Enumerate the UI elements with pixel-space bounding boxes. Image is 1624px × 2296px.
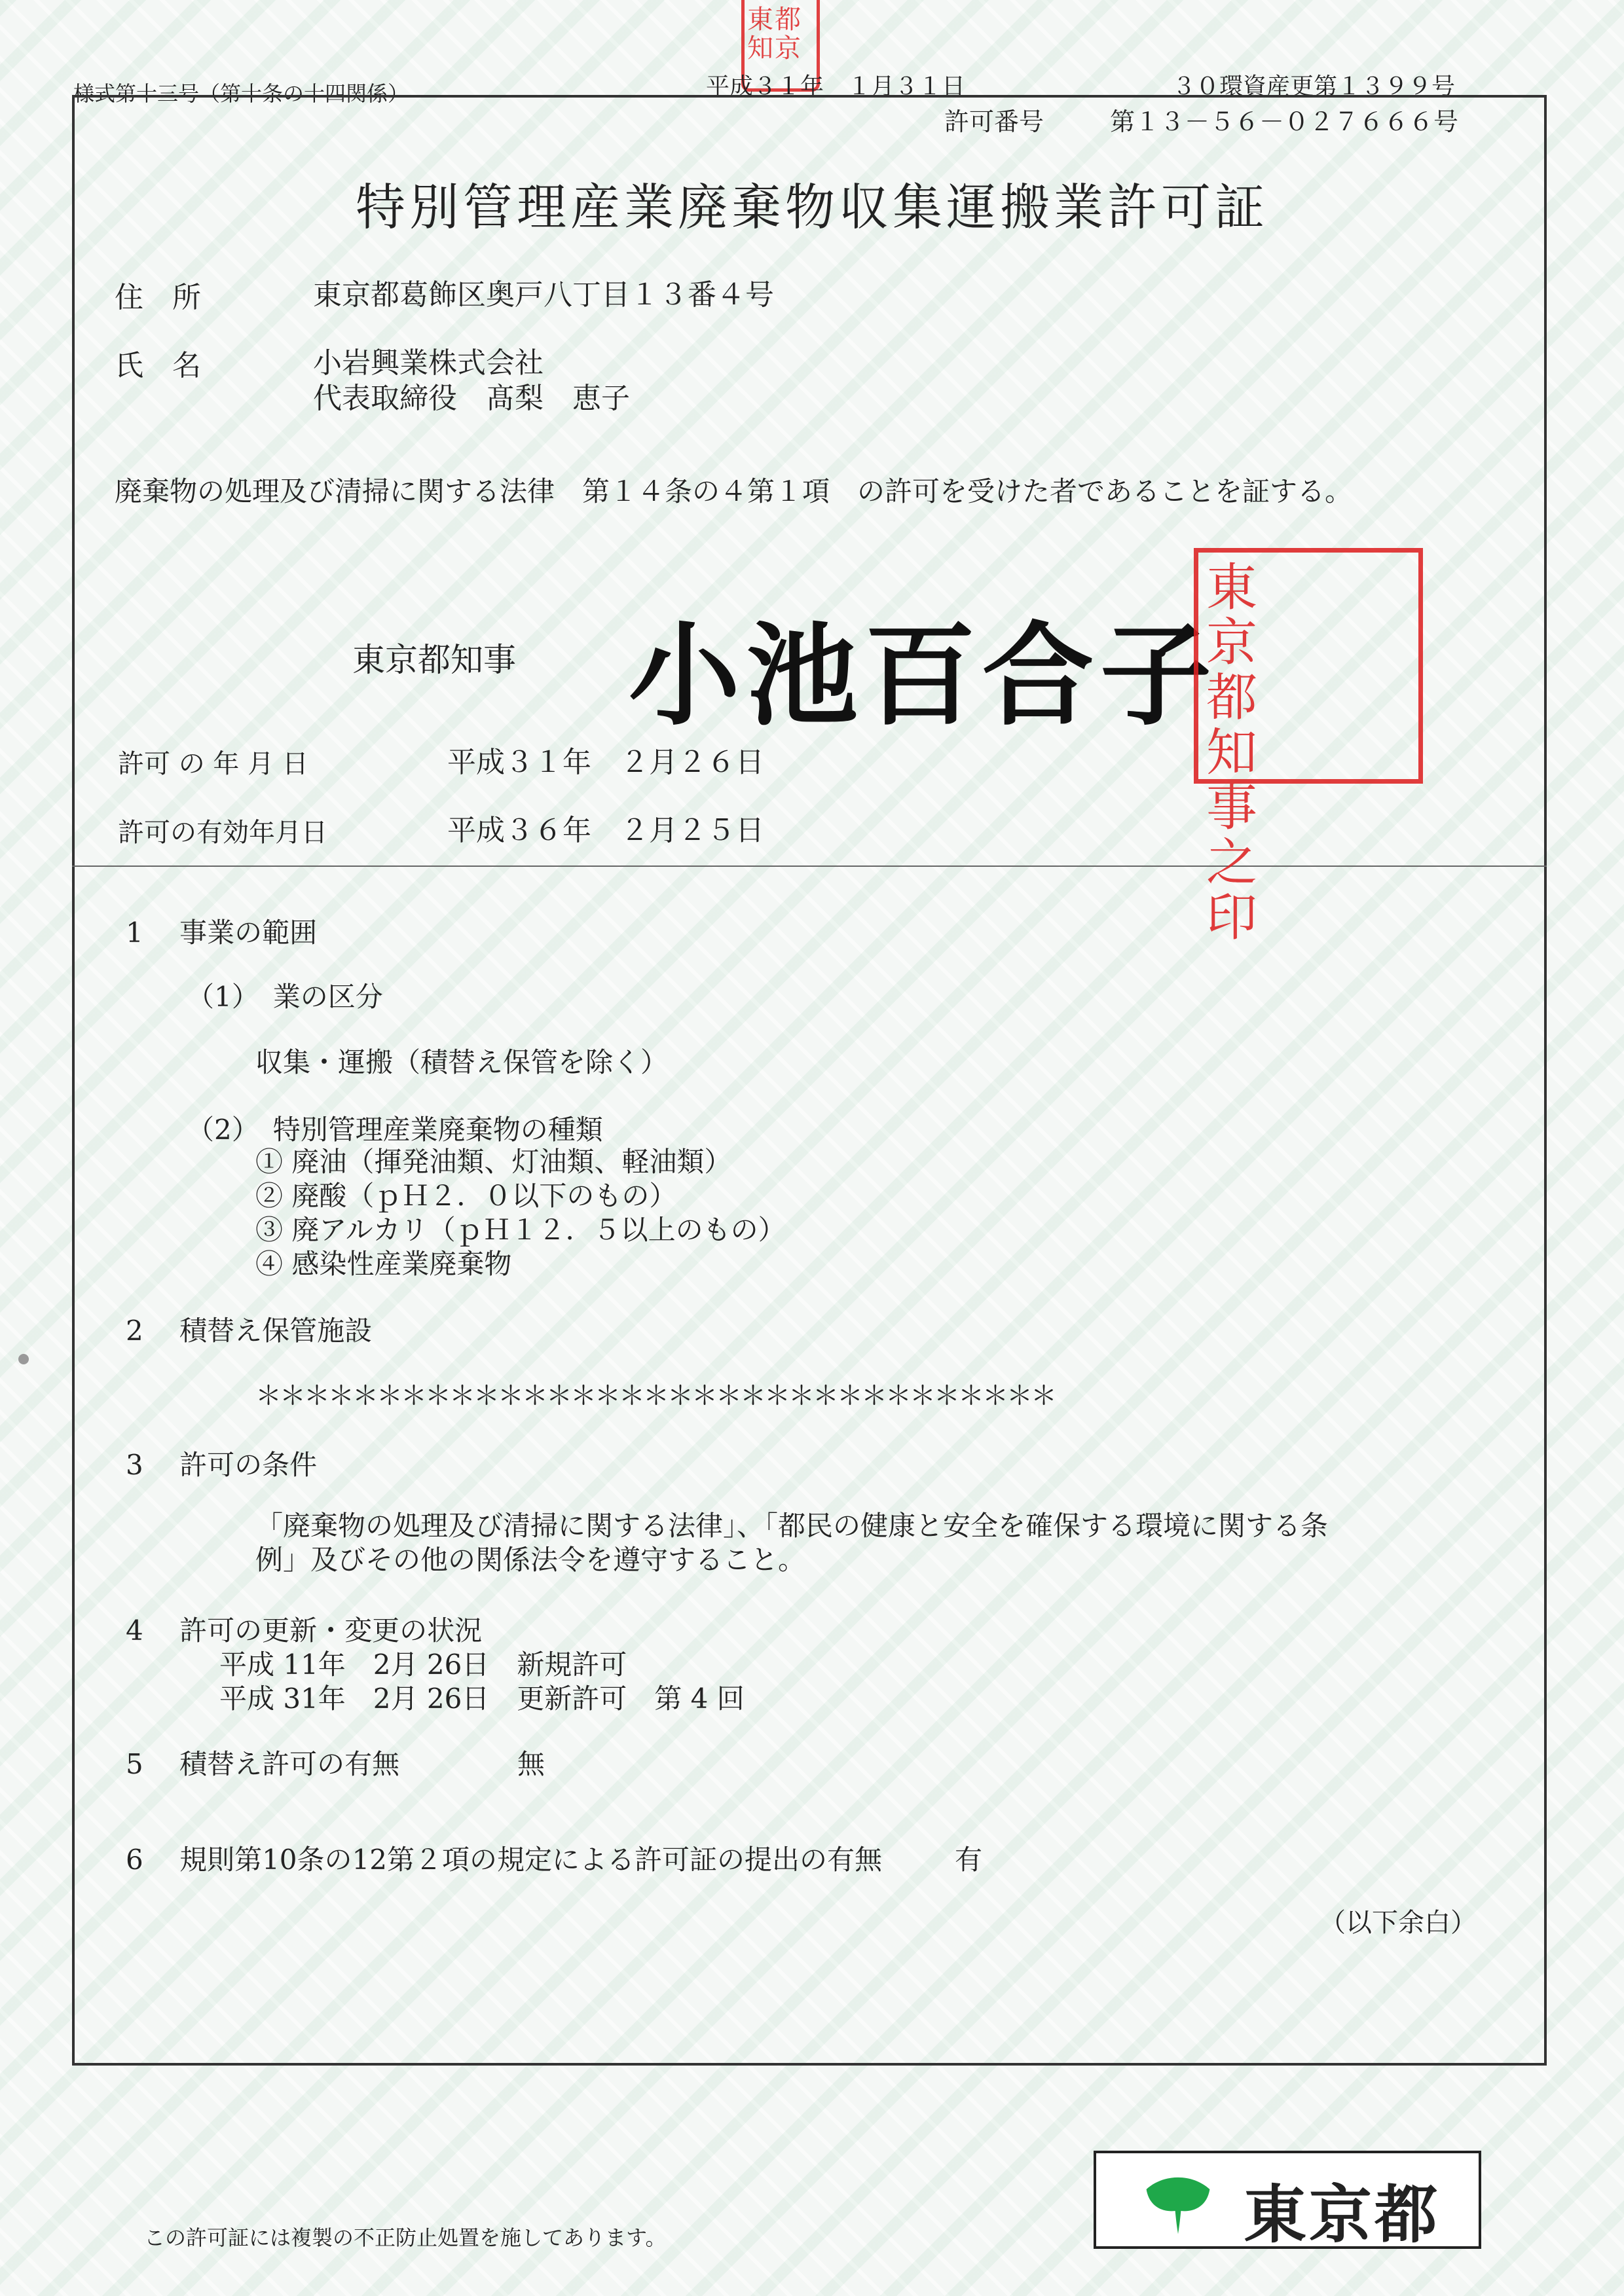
expiry-date-value: 平成３６年 ２月２５日 bbox=[447, 814, 764, 847]
waste-type-item: ① 廃油（揮発油類、灯油類、軽油類） bbox=[255, 1146, 732, 1178]
section-3-line-2: 例」及びその他の関係法令を遵守すること。 bbox=[255, 1544, 806, 1576]
permit-number-label: 許可番号 bbox=[944, 107, 1044, 136]
tokyo-logo bbox=[1094, 2151, 1481, 2249]
waste-type-item: ③ 廃アルカリ（ｐＨ１２．５以上のもの） bbox=[255, 1214, 786, 1246]
governor-signature: 小池百合子 bbox=[629, 610, 1219, 741]
section-5-title: 5 積替え許可の有無 bbox=[126, 1748, 400, 1780]
end-note: （以下余白） bbox=[1320, 1908, 1477, 1938]
document-title: 特別管理産業廃棄物収集運搬業許可証 bbox=[356, 178, 1268, 236]
punch-mark bbox=[18, 1354, 29, 1364]
section-1-2-title: （2） 特別管理産業廃棄物の種類 bbox=[187, 1114, 603, 1146]
section-6-title: 6 規則第10条の12第２項の規定による許可証の提出の有無 bbox=[126, 1844, 882, 1876]
permit-date-label: 許可 の 年 月 日 bbox=[118, 749, 308, 779]
expiry-date-label: 許可の有効年月日 bbox=[118, 818, 327, 848]
issuer-title: 東京都知事 bbox=[352, 641, 516, 679]
section-3-line-1: 「廃棄物の処理及び清掃に関する法律」、「都民の健康と安全を確保する環境に関する条 bbox=[255, 1510, 1329, 1542]
company-name: 小岩興業株式会社 bbox=[313, 346, 544, 380]
permit-number: 第１３－５６－０２７６６６号 bbox=[1110, 107, 1459, 136]
address-value: 東京都葛飾区奥戸八丁目１３番４号 bbox=[313, 278, 774, 312]
section-5-value: 無 bbox=[517, 1748, 545, 1780]
section-4-line-2: 平成 31年 2月 26日 更新許可 第 4 回 bbox=[219, 1683, 745, 1715]
section-6-value: 有 bbox=[955, 1844, 983, 1876]
governor-seal-stamp: 東京都知事之印 bbox=[1194, 548, 1423, 784]
name-label: 氏 名 bbox=[115, 349, 201, 382]
section-4-line-1: 平成 11年 2月 26日 新規許可 bbox=[219, 1649, 627, 1681]
top-seal-stamp: 東都知京 bbox=[741, 0, 820, 92]
footer-note: この許可証には複製の不正防止処置を施してあります。 bbox=[144, 2225, 667, 2250]
section-1-title: 1 事業の範囲 bbox=[126, 917, 318, 949]
issue-date: 平成３１年 １月３１日 bbox=[706, 73, 966, 100]
section-3-title: 3 許可の条件 bbox=[126, 1449, 318, 1481]
form-number: 様式第十三号（第十条の十四関係） bbox=[73, 81, 409, 106]
section-1-1-value: 収集・運搬（積替え保管を除く） bbox=[255, 1046, 669, 1078]
section-1-1-title: （1） 業の区分 bbox=[187, 981, 383, 1013]
waste-type-item: ② 廃酸（ｐＨ２．０以下のもの） bbox=[255, 1180, 677, 1212]
representative-name: 代表取締役 髙梨 恵子 bbox=[313, 382, 630, 415]
section-divider bbox=[72, 866, 1547, 867]
ginkgo-leaf-icon bbox=[1142, 2168, 1214, 2240]
certification-text: 廃棄物の処理及び清掃に関する法律 第１４条の４第１項 の許可を受けた者であることを証する。 bbox=[115, 475, 1353, 507]
section-2-value: ＊＊＊＊＊＊＊＊＊＊＊＊＊＊＊＊＊＊＊＊＊＊＊＊＊＊＊＊＊＊＊＊＊ bbox=[255, 1381, 1055, 1411]
logo-text: 東京都 bbox=[1244, 2178, 1440, 2251]
permit-date-value: 平成３１年 ２月２６日 bbox=[447, 746, 764, 779]
address-label: 住 所 bbox=[115, 281, 201, 314]
doc-number: ３０環資産更第１３９９号 bbox=[1172, 73, 1456, 100]
section-4-title: 4 許可の更新・変更の状況 bbox=[126, 1614, 483, 1647]
section-2-title: 2 積替え保管施設 bbox=[126, 1315, 373, 1347]
waste-type-item: ④ 感染性産業廃棄物 bbox=[255, 1248, 512, 1280]
